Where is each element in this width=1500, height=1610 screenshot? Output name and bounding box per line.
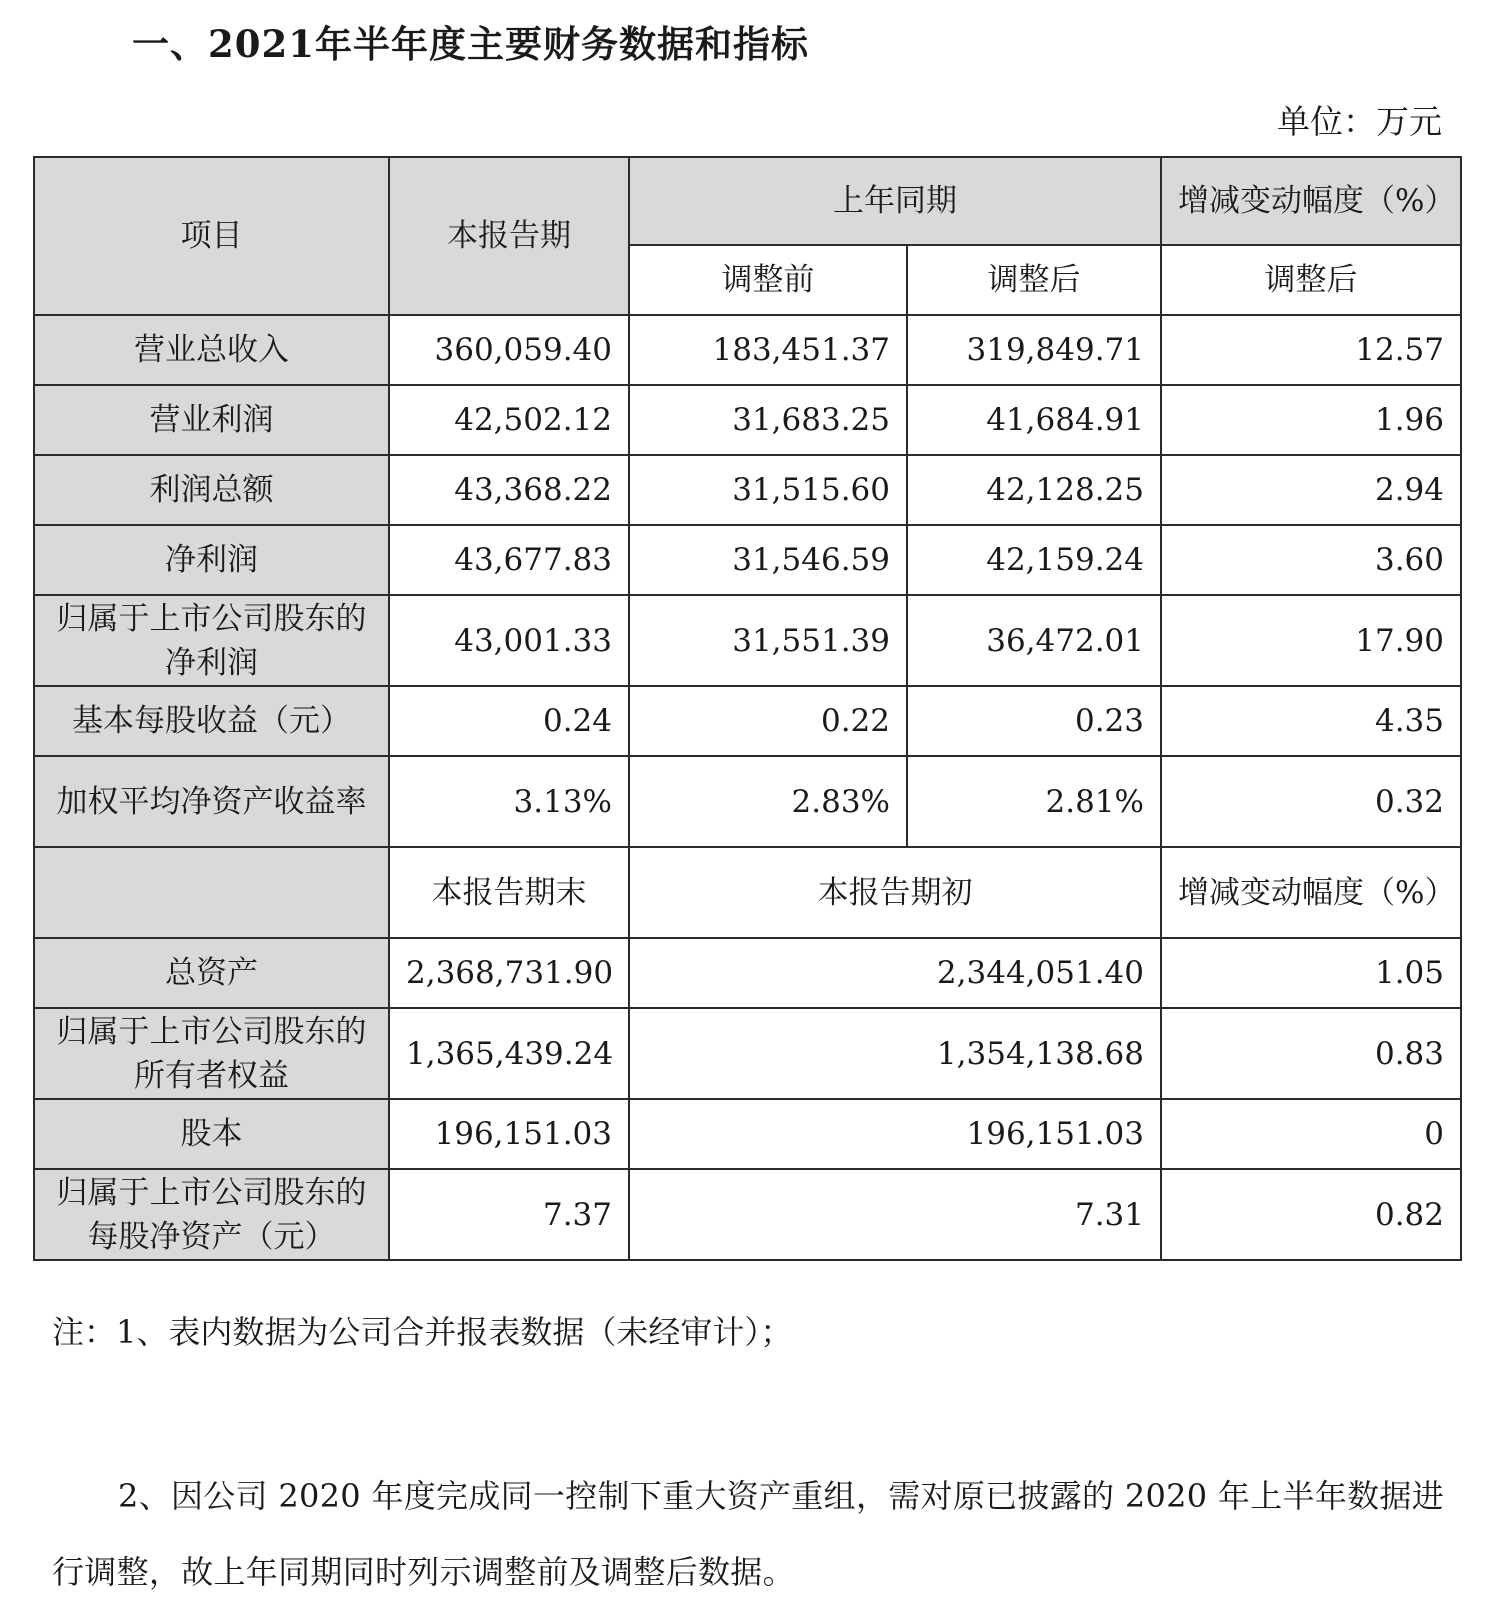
table-row — [34, 315, 1461, 385]
cell-before: 31,546.59 — [629, 525, 907, 595]
cell-before: 0.22 — [629, 686, 907, 756]
cell-change: 1.96 — [1161, 385, 1461, 455]
cell-start: 2,344,051.40 — [629, 938, 1161, 1008]
cell-after: 42,159.24 — [907, 525, 1161, 595]
cell-after: 42,128.25 — [907, 455, 1161, 525]
cell-change: 0.83 — [1161, 1008, 1461, 1099]
row-label: 营业总收入 — [34, 315, 389, 385]
unit-label: 单位：万元 — [1277, 102, 1442, 141]
table-row — [34, 385, 1461, 455]
cell-change: 4.35 — [1161, 686, 1461, 756]
cell-current: 43,001.33 — [389, 595, 629, 686]
note-1: 注：1、表内数据为公司合并报表数据（未经审计）； — [52, 1313, 793, 1351]
cell-change: 0 — [1161, 1099, 1461, 1169]
cell-before: 2.83% — [629, 756, 907, 847]
header-current-period: 本报告期 — [389, 157, 629, 315]
row-label: 股本 — [34, 1099, 389, 1169]
cell-before: 31,683.25 — [629, 385, 907, 455]
header-before-adjust: 调整前 — [629, 245, 907, 315]
cell-before: 31,551.39 — [629, 595, 907, 686]
cell-change: 2.94 — [1161, 455, 1461, 525]
cell-current: 0.24 — [389, 686, 629, 756]
row-label: 加权平均净资产收益率 — [34, 756, 389, 847]
note-2: 2、因公司 2020 年度完成同一控制下重大资产重组，需对原已披露的 2020 年上半年数据进行调整，故上年同期同时列示调整前及调整后数据。 — [52, 1477, 1445, 1591]
table-row — [34, 938, 1461, 1008]
cell-change: 17.90 — [1161, 595, 1461, 686]
cell-change: 0.82 — [1161, 1169, 1461, 1260]
row-label: 归属于上市公司股东的每股净资产（元） — [34, 1169, 389, 1260]
row-label: 归属于上市公司股东的所有者权益 — [34, 1008, 389, 1099]
header-change-2: 增减变动幅度（%） — [1161, 847, 1461, 938]
table-row — [34, 525, 1461, 595]
table-row — [34, 1169, 1461, 1260]
header-period-start: 本报告期初 — [629, 847, 1161, 938]
table-row — [34, 595, 1461, 686]
row-label: 净利润 — [34, 525, 389, 595]
cell-before: 183,451.37 — [629, 315, 907, 385]
row-label: 总资产 — [34, 938, 389, 1008]
cell-current: 360,059.40 — [389, 315, 629, 385]
cell-after: 36,472.01 — [907, 595, 1161, 686]
cell-current: 43,368.22 — [389, 455, 629, 525]
header-change: 增减变动幅度（%） — [1161, 157, 1461, 245]
cell-current: 43,677.83 — [389, 525, 629, 595]
cell-current: 3.13% — [389, 756, 629, 847]
row-label: 基本每股收益（元） — [34, 686, 389, 756]
cell-end: 1,365,439.24 — [389, 1008, 629, 1099]
cell-change: 1.05 — [1161, 938, 1461, 1008]
section-header-row — [34, 847, 1461, 938]
cell-end: 2,368,731.90 — [389, 938, 629, 1008]
header-period-end: 本报告期末 — [389, 847, 629, 938]
header-after-adjust: 调整后 — [907, 245, 1161, 315]
cell-start: 1,354,138.68 — [629, 1008, 1161, 1099]
cell-end: 196,151.03 — [389, 1099, 629, 1169]
table-row — [34, 1008, 1461, 1099]
financial-table — [33, 156, 1462, 1261]
cell-change: 0.32 — [1161, 756, 1461, 847]
empty-header-cell — [34, 847, 389, 938]
table-row — [34, 686, 1461, 756]
cell-before: 31,515.60 — [629, 455, 907, 525]
table-row — [34, 1099, 1461, 1169]
cell-change: 12.57 — [1161, 315, 1461, 385]
cell-after: 0.23 — [907, 686, 1161, 756]
table-row — [34, 756, 1461, 847]
page-title: 一、2021年半年度主要财务数据和指标 — [132, 22, 809, 66]
cell-change: 3.60 — [1161, 525, 1461, 595]
row-label: 归属于上市公司股东的净利润 — [34, 595, 389, 686]
cell-end: 7.37 — [389, 1169, 629, 1260]
cell-current: 42,502.12 — [389, 385, 629, 455]
header-change-after-adjust: 调整后 — [1161, 245, 1461, 315]
cell-start: 196,151.03 — [629, 1099, 1161, 1169]
cell-after: 319,849.71 — [907, 315, 1161, 385]
header-item: 项目 — [34, 157, 389, 315]
row-label: 利润总额 — [34, 455, 389, 525]
cell-start: 7.31 — [629, 1169, 1161, 1260]
cell-after: 41,684.91 — [907, 385, 1161, 455]
header-prior-period: 上年同期 — [629, 157, 1161, 245]
row-label: 营业利润 — [34, 385, 389, 455]
cell-after: 2.81% — [907, 756, 1161, 847]
table-row — [34, 455, 1461, 525]
